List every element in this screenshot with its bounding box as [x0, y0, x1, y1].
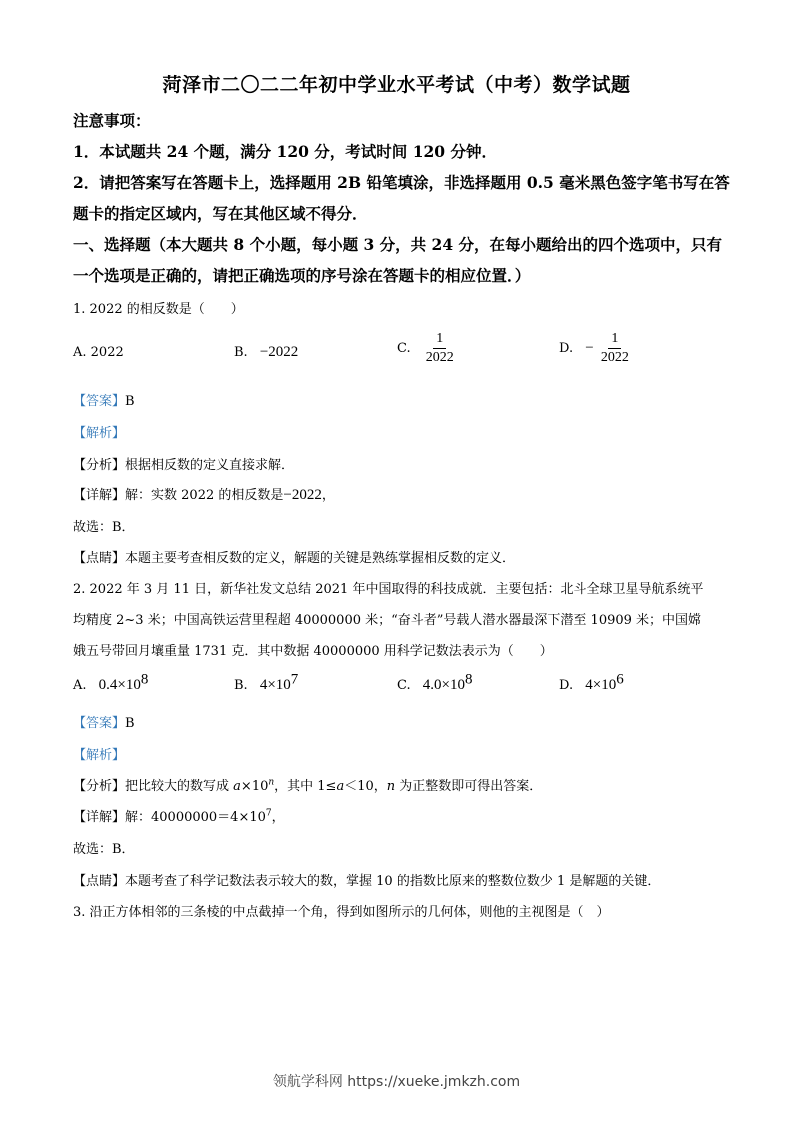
q1-xiangjie — [73, 484, 335, 504]
notice-item-2-line-1: 2．请把答案写在答题卡上，选择题用 2B 铅笔填涂，非选择题用 0.5 毫米黑色签字笔书写在答 — [73, 173, 730, 192]
q2-option-c-exponent: 8 — [464, 671, 473, 688]
q2-xiangjie-post: ， — [271, 810, 285, 825]
page-title: 菏泽市二〇二二年初中学业水平考试（中考）数学试题 — [162, 74, 631, 96]
q2-option-a-label: A. — [73, 678, 87, 693]
q2-fenxi-text-h: 为正整数即可得出答案． — [395, 779, 543, 794]
q1-option-b-label: B. — [234, 345, 248, 360]
q3-stem: 3. 沿正方体相邻的三条棱的中点截掉一个角，得到如图所示的几何体，则他的主视图是（ ） — [73, 905, 610, 920]
q2-stem-line-1: 2. 2022 年 3 月 11 日，新华社发文总结 2021 年中国取得的科技成就．主要包括：北斗全球卫星导航系统平 — [73, 582, 704, 597]
q1-dianjing — [73, 547, 515, 566]
q2-fenxi-text-a: 把比较大的数写成 — [125, 779, 234, 794]
q2-option-b — [234, 671, 299, 694]
q2-option-a-exponent: 8 — [140, 671, 149, 688]
q1-option-c-fraction — [423, 331, 457, 366]
q1-option-c-numerator: 1 — [433, 331, 446, 349]
q2-dianjing-tag: 【点睛】 — [73, 874, 126, 889]
q2-option-a-base: 0.4×10 — [98, 677, 141, 693]
q1-option-d-sign: − — [585, 340, 594, 357]
q2-fenxi-text-c: ×10 — [240, 779, 269, 794]
q1-option-b-value: −2022 — [259, 344, 299, 360]
q1-xiangjie-math: −2022 — [283, 487, 322, 503]
q2-xiangjie — [73, 806, 285, 825]
q1-xiangjie-text: 解：实数 2022 的相反数是 — [125, 488, 284, 503]
q1-answer-tag: 【答案】 — [73, 394, 126, 409]
q2-option-c-label: C. — [397, 678, 411, 693]
q2-option-d — [559, 671, 624, 694]
q1-option-a: A. 2022 — [73, 345, 124, 360]
q2-stem-line-2: 均精度 2~3 米；中国高铁运营里程超 40000000 米；“奋斗者”号载人潜水器最深下潜至 10909 米；中国嫦 — [73, 613, 702, 628]
q2-fenxi-tag: 【分析】 — [73, 779, 126, 794]
q2-fenxi-var-a2: a — [336, 779, 345, 794]
q2-option-c — [397, 671, 473, 694]
q1-stem: 1. 2022 的相反数是（ ） — [73, 302, 244, 317]
q2-xiangjie-tag: 【详解】 — [73, 810, 126, 825]
q1-dianjing-text: 本题主要考查相反数的定义，解题的关键是熟练掌握相反数的定义． — [125, 551, 516, 566]
q1-option-c-label: C. — [397, 341, 411, 357]
q2-option-d-base: 4×10 — [585, 677, 617, 693]
q1-option-d-label: D. — [559, 341, 574, 357]
notice-item-2-line-2: 题卡的指定区域内，写在其他区域不得分． — [73, 204, 368, 223]
section-heading-line-2: 一个选项是正确的，请把正确选项的序号涂在答题卡的相应位置．） — [73, 266, 531, 285]
q1-fenxi-tag: 【分析】 — [73, 458, 126, 473]
q2-option-b-base: 4×10 — [259, 677, 291, 693]
q1-select: 故选：B． — [73, 520, 135, 535]
q1-option-c-denominator: 2022 — [425, 350, 454, 366]
q2-fenxi — [73, 775, 542, 794]
q2-option-c-base: 4.0×10 — [422, 677, 465, 693]
q2-answer — [73, 712, 135, 731]
q2-fenxi-exp-n: n — [268, 777, 275, 788]
q1-fenxi-text: 根据相反数的定义直接求解． — [125, 458, 295, 473]
q2-fenxi-var-a: a — [233, 779, 241, 794]
q2-select: 故选：B． — [73, 842, 135, 857]
q1-option-b — [234, 344, 298, 361]
footer-watermark: 领航学科网 https://xueke.jmkzh.com — [272, 1074, 521, 1090]
q2-option-d-exponent: 6 — [616, 671, 624, 688]
notice-heading: 注意事项： — [73, 111, 151, 130]
q1-analysis-tag: 【解析】 — [73, 426, 126, 441]
q2-option-b-label: B. — [234, 678, 248, 693]
q2-dianjing-text: 本题考查了科学记数法表示较大的数，掌握 10 的指数比原来的整数位数少 1 是解题的关键． — [125, 874, 661, 889]
q1-option-d-fraction — [598, 331, 632, 366]
q1-answer-value: B — [125, 394, 135, 409]
q1-dianjing-tag: 【点睛】 — [73, 551, 126, 566]
q2-option-a — [73, 671, 149, 694]
q2-fenxi-var-n: n — [386, 779, 396, 794]
q2-fenxi-text-d: ，其中 1≤ — [274, 779, 337, 794]
q2-answer-value: B — [125, 716, 135, 731]
q1-fenxi — [73, 454, 294, 473]
q2-option-b-exponent: 7 — [290, 671, 299, 688]
q2-xiangjie-text: 解：40000000＝4×10 — [125, 810, 266, 825]
q2-xiangjie-exponent: 7 — [265, 808, 272, 819]
q1-option-d-denominator: 2022 — [600, 350, 629, 366]
q1-option-d — [559, 331, 632, 366]
q1-option-d-numerator: 1 — [608, 331, 621, 349]
q2-stem-line-3: 娥五号带回月壤重量 1731 克．其中数据 40000000 用科学记数法表示为（ ） — [73, 644, 553, 659]
q1-answer — [73, 390, 135, 409]
q2-option-d-label: D. — [559, 678, 574, 693]
q2-fenxi-text-f: ＜10， — [344, 779, 387, 794]
q2-answer-tag: 【答案】 — [73, 716, 126, 731]
section-heading-line-1: 一、选择题（本大题共 8 个小题，每小题 3 分，共 24 分，在每小题给出的四个选项中，只有 — [73, 235, 723, 254]
notice-item-1: 1．本试题共 24 个题，满分 120 分，考试时间 120 分钟． — [73, 142, 497, 161]
q1-option-c — [397, 331, 457, 366]
q2-analysis-tag: 【解析】 — [73, 748, 126, 763]
q1-xiangjie-post: ， — [321, 488, 335, 503]
q1-xiangjie-tag: 【详解】 — [73, 488, 126, 503]
q2-dianjing — [73, 870, 660, 889]
